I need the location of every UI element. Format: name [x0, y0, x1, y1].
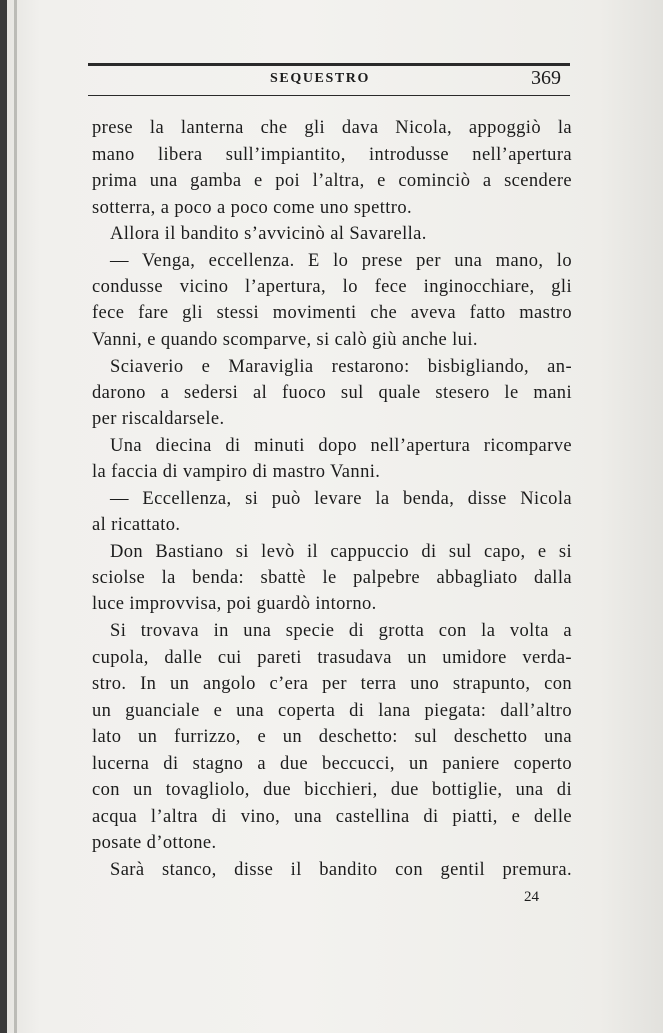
text-line: stro. In un angolo c’era per terra uno strapunto, con [92, 674, 572, 694]
text-line: sotterra, a poco a poco come uno spettro. [92, 198, 413, 218]
text-line: prese la lanterna che gli dava Nicola, appoggiò la [92, 118, 572, 138]
text-line: — Eccellenza, si può levare la benda, disse Nicola [110, 489, 572, 509]
text-line: lato un furrizzo, e un deschetto: sul deschetto una [92, 727, 572, 747]
text-line: cupola, dalle cui pareti trasudava un umidore verda- [92, 648, 572, 668]
text-line: un guanciale e una coperta di lana piegata: dall’altro [92, 701, 572, 721]
signature-mark: 24 [524, 889, 539, 905]
text-line: con un tovagliolo, due bicchieri, due bottiglie, una di [92, 780, 572, 800]
text-line: sciolse la benda: sbattè le palpebre abbagliato dalla [92, 568, 572, 588]
text-line: acqua l’altra di vino, una castellina di piatti, e delle [92, 807, 572, 827]
header-rule-bottom [88, 95, 570, 96]
text-line: luce improvvisa, poi guardò intorno. [92, 594, 377, 614]
text-line: Sarà stanco, disse il bandito con gentil premura. [110, 860, 572, 880]
text-line: Vanni, e quando scomparve, si calò giù anche lui. [92, 330, 478, 350]
text-line: posate d’ottone. [92, 833, 217, 853]
text-line: darono a sedersi al fuoco sul quale stesero le mani [92, 383, 572, 403]
page-spine-edge [0, 0, 7, 1033]
text-line: per riscaldarsele. [92, 409, 225, 429]
text-line: al ricattato. [92, 515, 181, 535]
text-line: Allora il bandito s’avvicinò al Savarella. [110, 224, 427, 244]
text-line: lucerna di stagno a due beccucci, un paniere coperto [92, 754, 572, 774]
page-spine-shadow [14, 0, 17, 1033]
text-line: Si trovava in una specie di grotta con la volta a [110, 621, 572, 641]
text-line: Una diecina di minuti dopo nell’apertura ricomparve [110, 436, 572, 456]
header-rule-top [88, 63, 570, 66]
text-line: — Venga, eccellenza. E lo prese per una mano, lo [110, 251, 572, 271]
running-head-title: SEQUESTRO [270, 71, 370, 86]
text-line: condusse vicino l’apertura, lo fece inginocchiare, gli [92, 277, 572, 297]
text-line: Sciaverio e Maraviglia restarono: bisbigliando, an- [110, 357, 572, 377]
text-line: Don Bastiano si levò il cappuccio di sul capo, e si [110, 542, 572, 562]
page-number: 369 [531, 67, 561, 89]
text-line: prima una gamba e poi l’altra, e cominciò a scendere [92, 171, 572, 191]
text-line: la faccia di vampiro di mastro Vanni. [92, 462, 381, 482]
text-line: mano libera sull’impiantito, introdusse nell’apertura [92, 145, 572, 165]
text-line: fece fare gli stessi movimenti che aveva fatto mastro [92, 303, 572, 323]
